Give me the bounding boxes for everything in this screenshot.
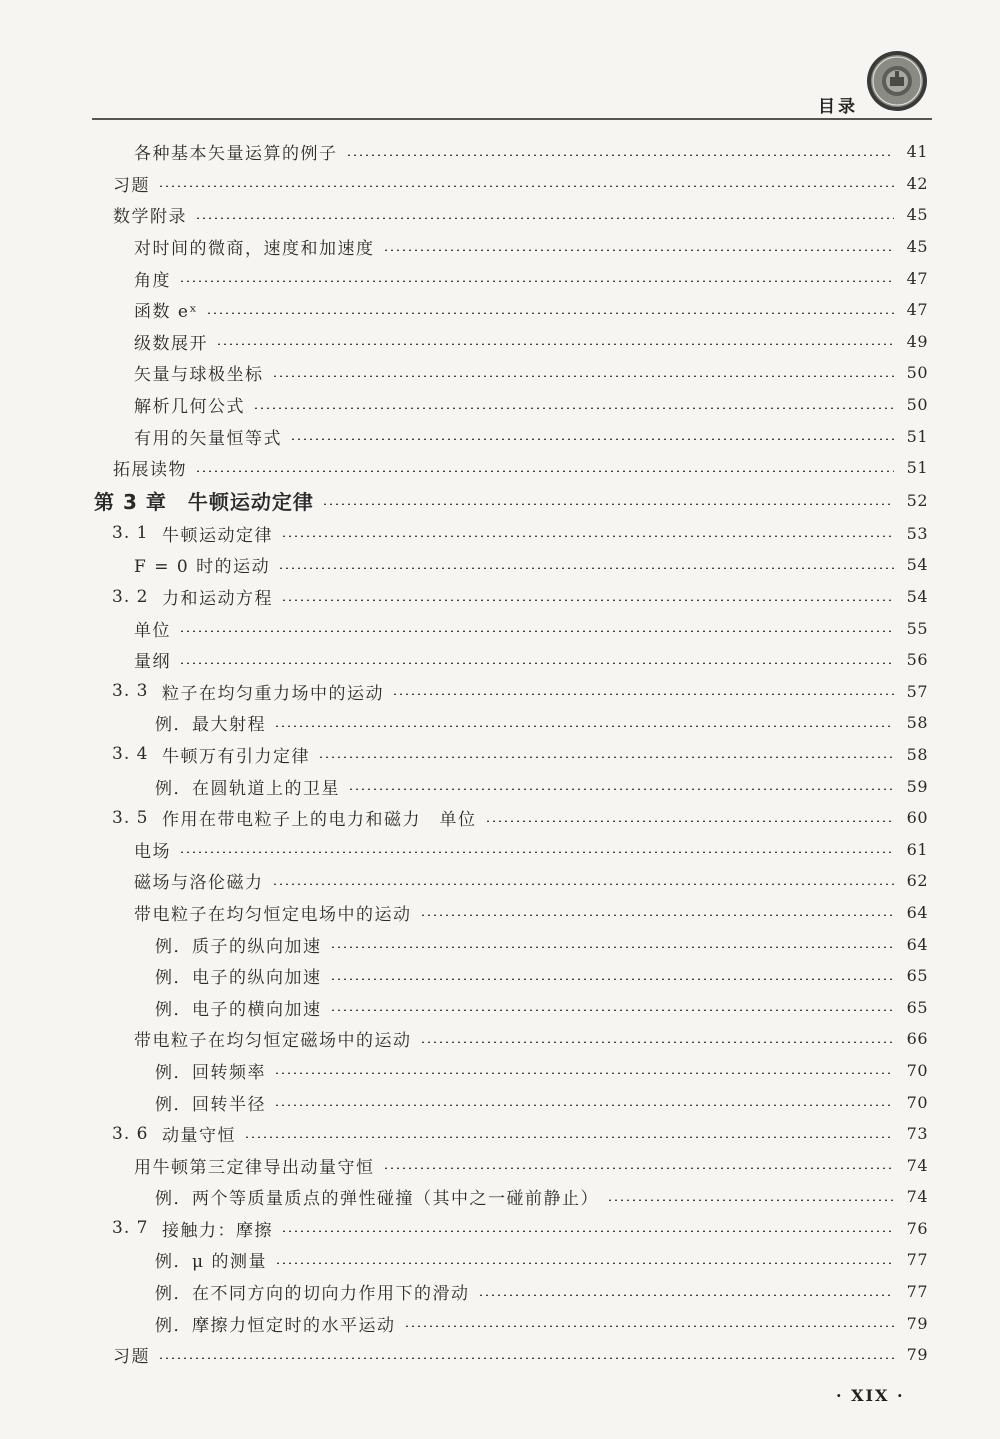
toc-entry xyxy=(0,1339,1000,1371)
toc-chapter-entry xyxy=(0,484,1000,518)
toc-entry-title: 力和运动方程 xyxy=(162,589,273,610)
dot-leader xyxy=(278,567,894,569)
toc-entry xyxy=(0,739,1000,771)
toc-entry xyxy=(0,199,1000,231)
toc-entry xyxy=(0,294,1000,326)
toc-entry xyxy=(0,168,1000,200)
dot-leader xyxy=(274,1104,894,1106)
toc-entry xyxy=(0,1023,1000,1055)
toc-entry xyxy=(0,707,1000,739)
dot-leader xyxy=(272,883,895,885)
toc-entry xyxy=(0,865,1000,897)
toc-entry-number: 3. 4 xyxy=(112,744,149,765)
dot-leader xyxy=(179,630,894,632)
toc-entry-title: 牛顿运动定律 xyxy=(162,525,273,546)
toc-entry-page: 77 xyxy=(906,1282,928,1302)
toc-entry xyxy=(0,1307,1000,1339)
toc-entry-page: 47 xyxy=(906,268,928,288)
header-rule xyxy=(92,118,932,120)
toc-entry xyxy=(0,357,1000,389)
dot-leader xyxy=(158,1357,894,1359)
toc-entry-page: 50 xyxy=(906,395,928,415)
toc-entry-title: 粒子在均匀重力场中的运动 xyxy=(162,683,384,704)
toc-entry-title: 量纲 xyxy=(134,652,171,673)
dot-leader xyxy=(272,375,895,377)
dot-leader xyxy=(274,1072,894,1074)
table-of-contents xyxy=(0,136,1000,1371)
toc-entry-page: 42 xyxy=(906,173,928,193)
toc-entry-title: 带电粒子在均匀恒定磁场中的运动 xyxy=(134,1031,412,1052)
toc-entry-title: 习题 xyxy=(113,1347,150,1368)
toc-entry-page: 53 xyxy=(906,523,928,543)
dot-leader xyxy=(383,249,895,251)
toc-entry-page: 66 xyxy=(906,1029,928,1049)
dot-leader xyxy=(179,280,894,282)
toc-entry xyxy=(0,1181,1000,1213)
toc-entry xyxy=(0,549,1000,581)
toc-entry-title: 数学附录 xyxy=(113,207,187,228)
toc-entry-page: 57 xyxy=(906,681,928,701)
toc-entry xyxy=(0,262,1000,294)
university-seal-icon xyxy=(866,50,928,112)
dot-leader xyxy=(244,1136,894,1138)
toc-entry-page: 47 xyxy=(906,300,928,320)
toc-entry xyxy=(0,1055,1000,1087)
dot-leader xyxy=(274,725,894,727)
toc-entry xyxy=(0,644,1000,676)
dot-leader xyxy=(478,1294,895,1296)
toc-entry-page: 54 xyxy=(906,587,928,607)
toc-entry xyxy=(0,770,1000,802)
page-folio: · XIX · xyxy=(836,1386,905,1405)
toc-entry-title: 例．两个等质量质点的弹性碰撞（其中之一碰前静止） xyxy=(155,1189,599,1210)
toc-entry-title: 磁场与洛伦磁力 xyxy=(134,873,264,894)
toc-entry-page: 70 xyxy=(906,1060,928,1080)
toc-entry-page: 79 xyxy=(906,1313,928,1333)
toc-entry-title: 用牛顿第三定律导出动量守恒 xyxy=(134,1157,375,1178)
toc-entry-title: 各种基本矢量运算的例子 xyxy=(134,144,338,165)
toc-entry xyxy=(0,389,1000,421)
running-header-title: 目录 xyxy=(818,97,858,117)
toc-entry-title: F = 0 时的运动 xyxy=(134,557,271,578)
dot-leader xyxy=(275,1262,894,1264)
toc-entry-number: 3. 5 xyxy=(112,807,149,828)
dot-leader xyxy=(420,1041,895,1043)
toc-entry-page: 51 xyxy=(906,426,928,446)
toc-entry xyxy=(0,1276,1000,1308)
toc-entry-page: 65 xyxy=(906,997,928,1017)
toc-entry xyxy=(0,960,1000,992)
toc-entry-number: 3. 2 xyxy=(112,586,149,607)
toc-entry-page: 62 xyxy=(906,871,928,891)
dot-leader xyxy=(392,693,894,695)
toc-entry xyxy=(0,612,1000,644)
dot-leader xyxy=(318,756,894,758)
toc-entry-page: 49 xyxy=(906,331,928,351)
toc-entry-title: 拓展读物 xyxy=(113,460,187,481)
toc-entry-title: 例．在不同方向的切向力作用下的滑动 xyxy=(155,1284,470,1305)
toc-entry-title: 例．回转频率 xyxy=(155,1062,266,1083)
dot-leader xyxy=(158,185,894,187)
dot-leader xyxy=(179,851,894,853)
toc-entry-page: 70 xyxy=(906,1092,928,1112)
toc-entry-title: 例．回转半径 xyxy=(155,1094,266,1115)
toc-entry-title: 接触力：摩擦 xyxy=(162,1220,273,1241)
toc-entry xyxy=(0,136,1000,168)
toc-entry-page: 51 xyxy=(906,458,928,478)
toc-entry-title: 动量守恒 xyxy=(162,1126,236,1147)
toc-entry-page: 73 xyxy=(906,1124,928,1144)
dot-leader xyxy=(404,1325,895,1327)
toc-entry-title: 例．最大射程 xyxy=(155,715,266,736)
toc-entry-page: 76 xyxy=(906,1218,928,1238)
toc-entry xyxy=(0,676,1000,708)
toc-entry-title: 矢量与球极坐标 xyxy=(134,365,264,386)
toc-entry-page: 55 xyxy=(906,618,928,638)
toc-entry-page: 61 xyxy=(906,839,928,859)
dot-leader xyxy=(485,820,895,822)
toc-entry-title: 牛顿万有引力定律 xyxy=(162,746,310,767)
toc-entry-page: 74 xyxy=(906,1187,928,1207)
toc-entry xyxy=(0,581,1000,613)
toc-entry-page: 56 xyxy=(906,650,928,670)
toc-entry-page: 64 xyxy=(906,934,928,954)
toc-entry-page: 58 xyxy=(906,744,928,764)
dot-leader xyxy=(281,1230,894,1232)
toc-entry-page: 50 xyxy=(906,363,928,383)
dot-leader xyxy=(330,1009,895,1011)
toc-entry-page: 74 xyxy=(906,1155,928,1175)
toc-entry-page: 59 xyxy=(906,776,928,796)
dot-leader xyxy=(330,978,895,980)
dot-leader xyxy=(253,407,894,409)
toc-entry xyxy=(0,1213,1000,1245)
toc-entry xyxy=(0,928,1000,960)
toc-entry-page: 54 xyxy=(906,555,928,575)
toc-entry xyxy=(0,518,1000,550)
toc-entry-title: 例．摩擦力恒定时的水平运动 xyxy=(155,1315,396,1336)
toc-entry-title: 解析几何公式 xyxy=(134,397,245,418)
dot-leader xyxy=(607,1199,894,1201)
toc-entry xyxy=(0,1244,1000,1276)
toc-entry xyxy=(0,833,1000,865)
dot-leader xyxy=(290,438,894,440)
toc-entry-page: 45 xyxy=(906,205,928,225)
toc-entry-title: 函数 eˣ xyxy=(134,302,199,323)
dot-leader xyxy=(216,343,894,345)
toc-entry-number: 3. 3 xyxy=(112,681,149,702)
dot-leader xyxy=(281,535,894,537)
toc-entry-page: 77 xyxy=(906,1250,928,1270)
toc-entry-page: 64 xyxy=(906,902,928,922)
toc-entry xyxy=(0,1086,1000,1118)
toc-entry-title: 例．在圆轨道上的卫星 xyxy=(155,778,340,799)
dot-leader xyxy=(206,312,894,314)
dot-leader xyxy=(195,470,894,472)
toc-entry-number: 3. 1 xyxy=(112,523,149,544)
toc-entry xyxy=(0,420,1000,452)
toc-entry-title: 对时间的微商，速度和加速度 xyxy=(134,239,375,260)
toc-entry-page: 41 xyxy=(906,142,928,162)
toc-entry xyxy=(0,231,1000,263)
toc-entry-title: 有用的矢量恒等式 xyxy=(134,428,282,449)
toc-entry-title: 例．质子的纵向加速 xyxy=(155,936,322,957)
toc-entry-page: 52 xyxy=(906,491,928,511)
toc-entry-page: 79 xyxy=(906,1345,928,1365)
toc-entry xyxy=(0,1118,1000,1150)
toc-entry-page: 45 xyxy=(906,237,928,257)
toc-entry xyxy=(0,1149,1000,1181)
toc-entry-title: 单位 xyxy=(134,620,171,641)
toc-entry-page: 58 xyxy=(906,713,928,733)
dot-leader xyxy=(348,788,894,790)
dot-leader xyxy=(420,914,895,916)
toc-entry xyxy=(0,802,1000,834)
dot-leader xyxy=(281,599,894,601)
toc-entry-title: 角度 xyxy=(134,270,171,291)
toc-entry-title: 带电粒子在均匀恒定电场中的运动 xyxy=(134,904,412,925)
toc-entry-title: 例．电子的纵向加速 xyxy=(155,968,322,989)
toc-entry-title: 例．μ 的测量 xyxy=(155,1252,267,1273)
dot-leader xyxy=(330,946,895,948)
dot-leader xyxy=(322,503,894,505)
toc-entry-page: 65 xyxy=(906,966,928,986)
toc-entry xyxy=(0,897,1000,929)
dot-leader xyxy=(195,217,894,219)
toc-entry-title: 电场 xyxy=(134,841,171,862)
dot-leader xyxy=(346,154,895,156)
toc-entry xyxy=(0,991,1000,1023)
dot-leader xyxy=(179,662,894,664)
toc-entry-title: 例．电子的横向加速 xyxy=(155,999,322,1020)
dot-leader xyxy=(383,1167,895,1169)
toc-entry-page: 60 xyxy=(906,808,928,828)
toc-entry xyxy=(0,326,1000,358)
toc-entry xyxy=(0,452,1000,484)
toc-entry-number: 3. 7 xyxy=(112,1218,149,1239)
toc-entry-title: 第 3 章 牛顿运动定律 xyxy=(94,490,314,515)
toc-entry-title: 级数展开 xyxy=(134,333,208,354)
toc-entry-number: 3. 6 xyxy=(112,1123,149,1144)
toc-entry-title: 作用在带电粒子上的电力和磁力 单位 xyxy=(162,810,477,831)
toc-entry-title: 习题 xyxy=(113,175,150,196)
